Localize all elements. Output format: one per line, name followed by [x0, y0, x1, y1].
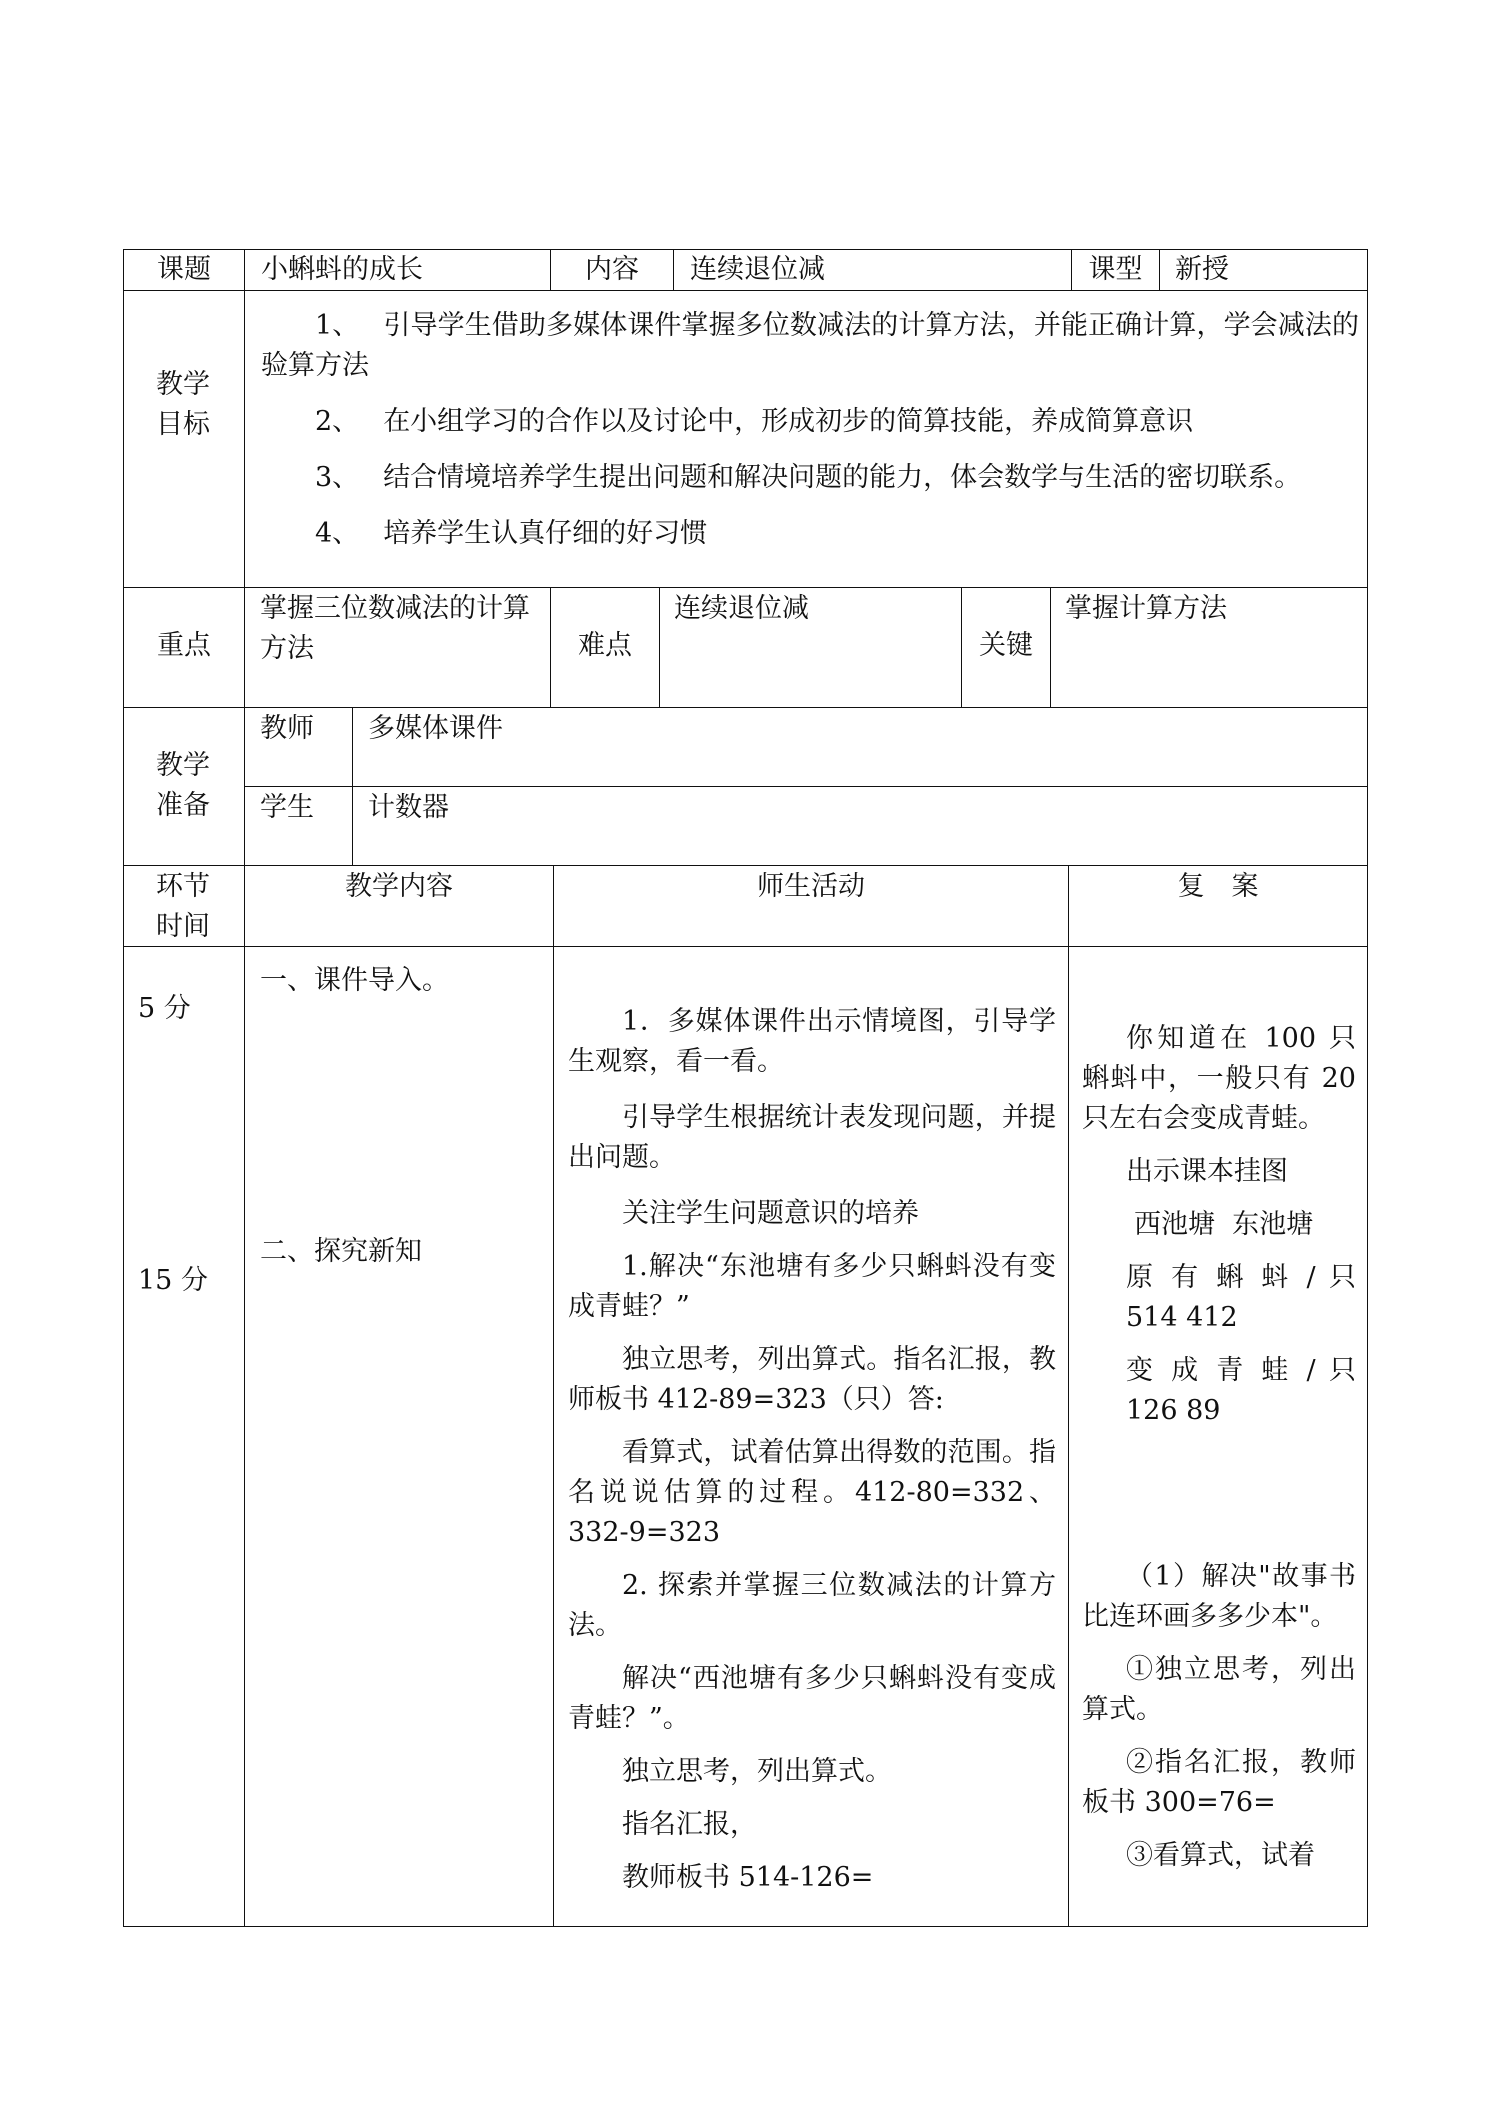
objective-text: 结合情境培养学生提出问题和解决问题的能力，体会数学与生活的密切联系。: [383, 462, 1302, 493]
notes-paragraph: 西池塘 东池塘: [1134, 1209, 1314, 1240]
objective-number: 4、: [315, 518, 360, 549]
table-border: [123, 290, 1368, 291]
time-entry: 15 分: [138, 1265, 208, 1296]
objective-number: 2、: [315, 406, 360, 437]
notes-paragraph: 原 有 蝌 蚪 / 只 514 412: [1126, 1262, 1356, 1333]
preparation-label: 教学准备: [156, 750, 210, 821]
activity-column-header: 师生活动: [757, 871, 865, 902]
table-border: [673, 249, 674, 290]
table-border: [123, 946, 1368, 947]
time-entry: 5 分: [138, 993, 191, 1024]
notes-paragraph: ②指名汇报，教师板书 300=76=: [1082, 1747, 1356, 1818]
activity-list: [568, 1002, 1056, 1898]
objective-text: 在小组学习的合作以及讨论中，形成初步的简算技能，养成简算意识: [383, 406, 1194, 437]
table-border: [553, 865, 554, 1926]
objective-item: [261, 458, 1359, 498]
difficulty-value: 连续退位减: [674, 593, 809, 624]
notes-paragraph: ③看算式，试着: [1126, 1840, 1315, 1871]
type-value: 新授: [1175, 254, 1229, 285]
table-border: [244, 249, 245, 1926]
objective-item: [261, 402, 1359, 442]
activity-paragraph: 独立思考，列出算式。指名汇报，教师板书 412-89=323（只）答:: [568, 1344, 1056, 1415]
table-border: [1159, 249, 1160, 290]
objective-text: 培养学生认真仔细的好习惯: [383, 518, 708, 549]
notes-paragraph: 你知道在 100 只蝌蚪中，一般只有 20 只左右会变成青蛙。: [1082, 1023, 1356, 1134]
objective-number: 1、: [315, 310, 360, 341]
table-border: [123, 707, 1368, 708]
teacher-value: 多媒体课件: [368, 713, 503, 744]
objectives-list: [261, 306, 1359, 554]
notes-paragraph: 出示课本挂图: [1126, 1156, 1288, 1187]
time-column-header: 环节时间: [156, 871, 210, 942]
content-entry: 二、探究新知: [260, 1236, 422, 1267]
activity-paragraph: 引导学生根据统计表发现问题，并提出问题。: [568, 1102, 1056, 1173]
table-border: [659, 587, 660, 707]
objective-item: [261, 306, 1359, 386]
notes-paragraph: 变 成 青 蛙 / 只 126 89: [1126, 1355, 1356, 1426]
objective-text: 引导学生借助多媒体课件掌握多位数减法的计算方法，并能正确计算，学会减法的验算方法: [261, 310, 1359, 381]
teacher-label: 教师: [260, 713, 314, 744]
table-border: [123, 865, 1368, 866]
table-border: [352, 707, 353, 865]
crux-value: 掌握计算方法: [1065, 593, 1227, 624]
objective-number: 3、: [315, 462, 360, 493]
student-label: 学生: [260, 792, 314, 823]
content-column-header: 教学内容: [345, 871, 453, 902]
notes-bottom: [1082, 1557, 1356, 1876]
objectives-label: 教学目标: [156, 369, 210, 440]
topic-label: 课题: [157, 254, 211, 285]
content-value: 连续退位减: [690, 254, 825, 285]
type-label: 课型: [1088, 254, 1143, 285]
table-border: [123, 249, 124, 1926]
activity-paragraph: 独立思考，列出算式。: [622, 1756, 892, 1787]
crux-label: 关键: [979, 630, 1033, 661]
table-border: [244, 786, 1368, 787]
topic-value: 小蝌蚪的成长: [261, 254, 423, 285]
table-border: [1050, 587, 1051, 707]
objective-item: [261, 514, 1359, 554]
activity-paragraph: 解决“西池塘有多少只蝌蚪没有变成青蛙？”。: [568, 1663, 1056, 1734]
table-border: [1068, 865, 1069, 1926]
table-border: [1367, 249, 1368, 1926]
student-value: 计数器: [368, 792, 449, 823]
activity-paragraph: 关注学生问题意识的培养: [622, 1198, 919, 1229]
activity-paragraph: 教师板书 514-126=: [622, 1862, 874, 1893]
activity-paragraph: 1．多媒体课件出示情境图，引导学生观察，看一看。: [568, 1006, 1056, 1077]
key-point-value: 掌握三位数减法的计算方法: [260, 593, 530, 664]
key-point-label: 重点: [157, 630, 211, 661]
notes-paragraph: ①独立思考，列出算式。: [1082, 1654, 1356, 1725]
activity-paragraph: 指名汇报，: [622, 1809, 757, 1840]
activity-paragraph: 看算式，试着估算出得数的范围。指名说说估算的过程。412-80=332、332-9=323: [568, 1437, 1056, 1548]
table-border: [123, 1926, 1368, 1927]
notes-top: [1082, 1019, 1356, 1431]
content-entry: 一、课件导入。: [260, 965, 449, 996]
notes-column-header: 复 案: [1177, 871, 1259, 902]
content-label: 内容: [585, 254, 639, 285]
activity-paragraph: 2. 探索并掌握三位数减法的计算方法。: [568, 1570, 1056, 1641]
table-border: [123, 587, 1368, 588]
difficulty-label: 难点: [578, 630, 632, 661]
activity-paragraph: 1.解决“东池塘有多少只蝌蚪没有变成青蛙？”: [568, 1251, 1056, 1322]
notes-paragraph: （1）解决"故事书比连环画多多少本"。: [1082, 1561, 1356, 1632]
